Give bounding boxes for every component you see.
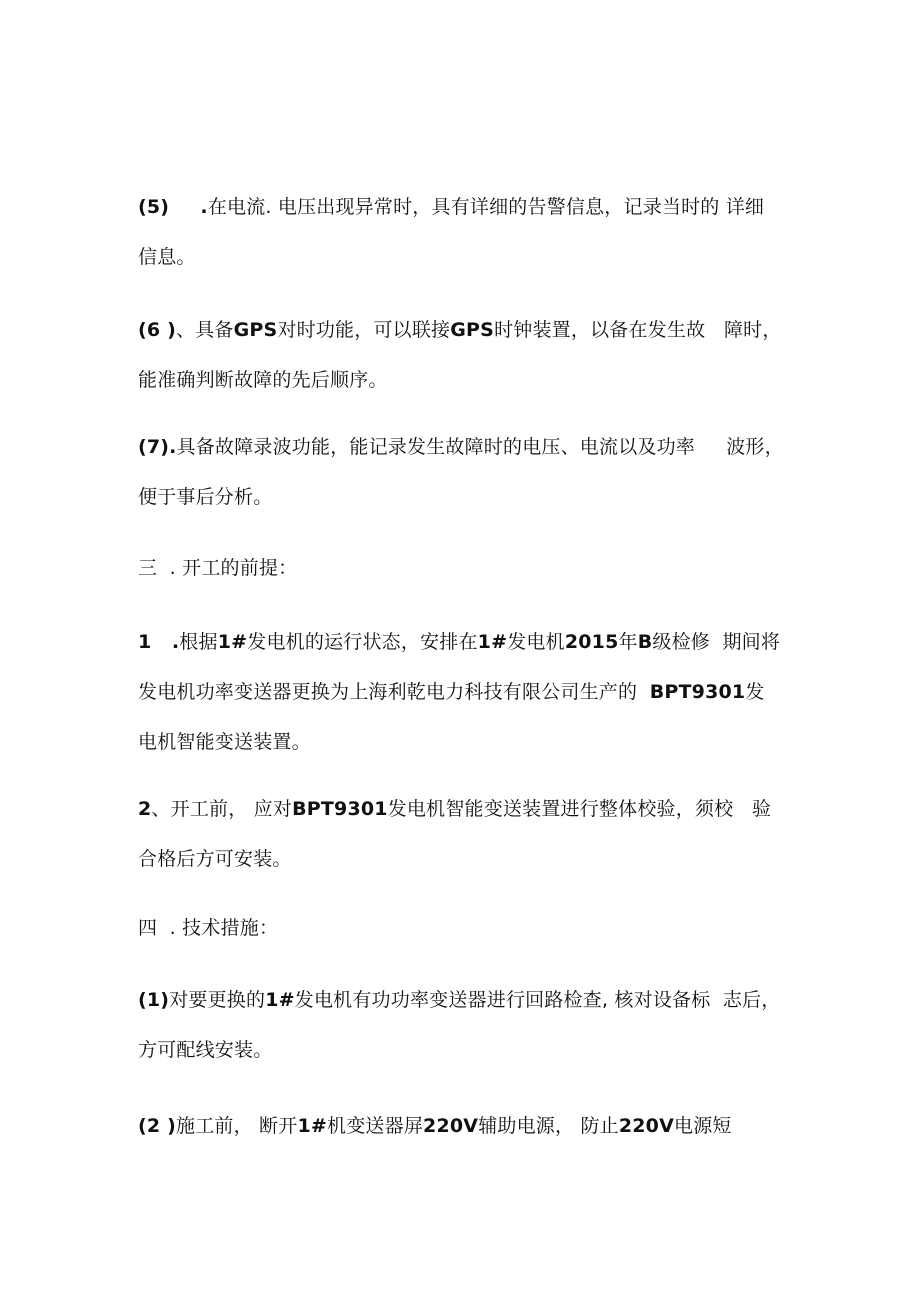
text-line	[138, 834, 798, 884]
bold-text-run: 1#	[217, 631, 248, 653]
text-run: 时钟装置，以备在发生故 障时，	[494, 319, 782, 341]
text-run: 电源短	[674, 1115, 732, 1137]
section-heading-3	[138, 543, 798, 593]
bold-text-run: B	[637, 631, 653, 653]
bold-text-run: (2 )	[138, 1115, 177, 1137]
text-run: 发电机功率变送器更换为上海利乾电力科技有限公司生产的	[138, 681, 650, 703]
paragraph-measure-1	[138, 975, 798, 1075]
bold-text-run: BPT9301	[649, 681, 746, 703]
paragraph-item-6	[138, 305, 798, 405]
bold-text-run: 220V	[618, 1115, 675, 1137]
bold-text-run: GPS	[450, 319, 495, 341]
text-run: 辅助电源， 防止	[478, 1115, 619, 1137]
bold-text-run: BPT9301	[292, 798, 388, 820]
text-line	[138, 975, 798, 1025]
text-line	[138, 305, 798, 355]
paragraph-item-7	[138, 422, 798, 522]
text-line	[138, 355, 798, 405]
text-run: 发	[745, 681, 765, 703]
text-run: 级检修 期间将	[652, 631, 781, 653]
text-run: 、开工前， 应对	[151, 798, 293, 820]
bold-text-run: (6 )	[138, 319, 177, 341]
text-line	[138, 667, 798, 717]
text-run: 发电机有功功率变送器进行回路检查, 核对设备标 志后，	[294, 989, 781, 1011]
text-run: 信息。	[138, 246, 196, 268]
bold-text-run: (5)	[138, 196, 170, 218]
paragraph-item-5	[138, 182, 798, 282]
text-line	[138, 903, 798, 953]
text-line	[138, 1025, 798, 1075]
text-run	[169, 196, 200, 218]
bold-text-run: 1#	[297, 1115, 328, 1137]
text-run: 发电机	[507, 631, 565, 653]
text-line	[138, 422, 798, 472]
text-run: 机变送器屏	[327, 1115, 424, 1137]
text-run: 具备故障录波功能，能记录发生故障时的电压、电流以及功率 波形，	[176, 436, 784, 458]
text-run: 对要更换的	[169, 989, 266, 1011]
bold-text-run: 2015	[564, 631, 619, 653]
text-run: 三 . 开工的前提：	[138, 557, 298, 579]
text-line	[138, 1101, 798, 1151]
text-line	[138, 617, 798, 667]
text-run: 发电机智能变送装置进行整体校验，须校 验	[387, 798, 772, 820]
text-run: 发电机的运行状态，安排在	[247, 631, 478, 653]
paragraph-measure-2	[138, 1101, 798, 1151]
bold-text-run: 1#	[477, 631, 508, 653]
paragraph-prereq-2	[138, 784, 798, 884]
text-run: 施工前， 断开	[176, 1115, 298, 1137]
text-run: 能准确判断故障的先后顺序。	[138, 369, 388, 391]
bold-text-run: 1 .	[138, 631, 180, 653]
text-run: 、具备	[176, 319, 234, 341]
text-line	[138, 472, 798, 522]
text-line	[138, 784, 798, 834]
text-line	[138, 232, 798, 282]
bold-text-run: GPS	[233, 319, 278, 341]
section-heading-4	[138, 903, 798, 953]
text-run: 合格后方可安装。	[138, 848, 292, 870]
text-run: 对时功能，可以联接	[277, 319, 451, 341]
text-line	[138, 543, 798, 593]
bold-text-run: 220V	[423, 1115, 479, 1137]
text-run: 便于事后分析。	[138, 486, 273, 508]
paragraph-prereq-1	[138, 617, 798, 767]
text-run: 年	[618, 631, 638, 653]
text-run: 电机智能变送装置。	[138, 731, 311, 753]
bold-text-run: (1)	[138, 989, 170, 1011]
bold-text-run: .	[200, 196, 208, 218]
text-run: 根据	[179, 631, 218, 653]
bold-text-run: (7).	[138, 436, 177, 458]
bold-text-run: 1#	[265, 989, 295, 1011]
text-line	[138, 182, 798, 232]
text-run: 在电流. 电压出现异常时，具有详细的告警信息，记录当时的 详细	[207, 196, 765, 218]
text-run: 方可配线安装。	[138, 1039, 273, 1061]
text-line	[138, 717, 798, 767]
text-run: 四 . 技术措施：	[138, 917, 279, 939]
bold-text-run: 2	[138, 798, 152, 820]
